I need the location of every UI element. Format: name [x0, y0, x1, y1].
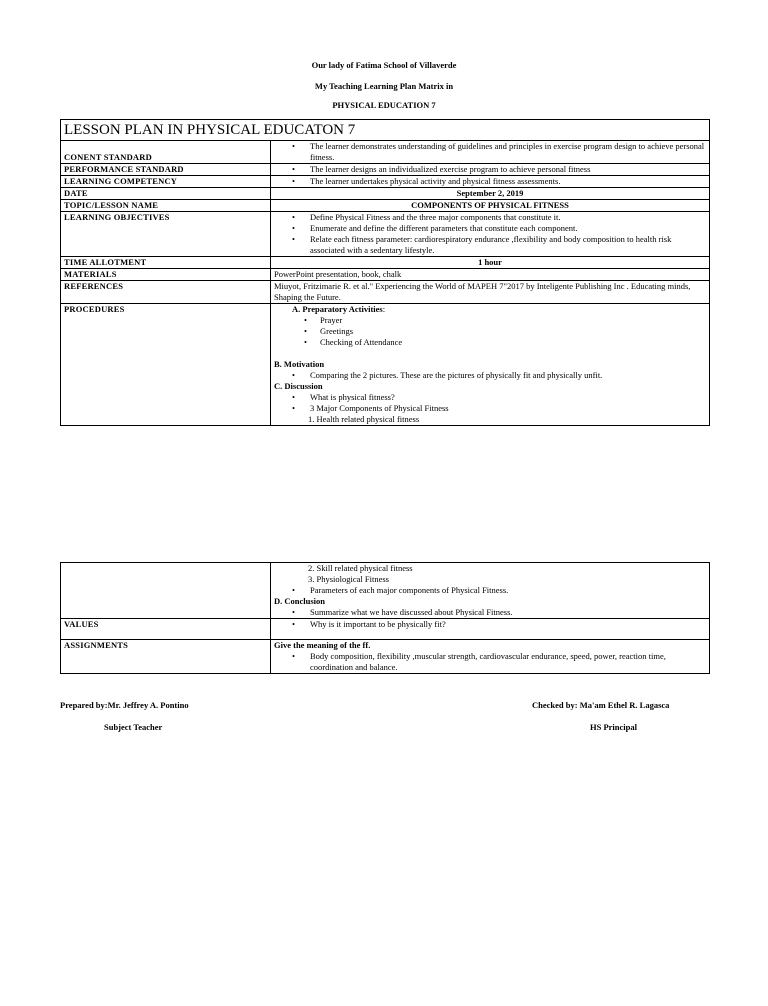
list-item: • Checking of Attendance [274, 337, 706, 348]
time-row [61, 257, 710, 269]
numbered-item: 2. Skill related physical fitness [308, 563, 413, 573]
learning-competency-label: LEARNING COMPETENCY [61, 176, 271, 188]
content-standard-label: CONENT STANDARD [61, 141, 271, 164]
references-value: Miuyot, Fritzimarie R. et al." Experiencing the World of MAPEH 7"2017 by Inteligente Publishing Inc . Educating minds, Shaping the Future. [271, 281, 710, 304]
list-item: • Define Physical Fitness and the three major components that constitute it. [274, 212, 706, 223]
checked-by: Checked by: Ma'am Ethel R. Lagasca [532, 700, 670, 710]
time-value: 1 hour [271, 257, 710, 269]
list-item: • Comparing the 2 pictures. These are the pictures of physically fit and physically unfit. [274, 370, 706, 381]
learning-competency-row [61, 176, 710, 188]
learning-competency-value [271, 176, 710, 188]
materials-row [61, 269, 710, 281]
assignments-value [271, 640, 710, 674]
list-item: • Parameters of each major components of Physical Fitness. [274, 585, 706, 596]
objectives-value [271, 212, 710, 257]
list-item: • Summarize what we have discussed about Physical Fitness. [274, 607, 706, 618]
materials-label: MATERIALS [61, 269, 271, 281]
performance-standard-row [61, 164, 710, 176]
list-item: • Relate each fitness parameter: cardiorespiratory endurance ,flexibility and body composition to health risk associated with a sedentary lifestyle. [274, 234, 706, 256]
checked-role: HS Principal [590, 722, 637, 732]
list-item: • Greetings [274, 326, 706, 337]
motivation-heading: B. Motivation [274, 359, 325, 369]
procedures-value [271, 304, 710, 426]
list-item: • The learner demonstrates understanding of guidelines and principles in exercise program design to achieve personal fitness. [274, 141, 706, 163]
preparatory-colon: : [382, 304, 386, 314]
list-item: • Body composition, flexibility ,muscular strength, cardiovascular endurance, speed, power, reaction time, coordination and balance. [274, 651, 706, 673]
subject-title: PHYSICAL EDUCATION 7 [332, 100, 436, 110]
preparatory-title: A. Preparatory Activities [292, 304, 383, 314]
performance-standard-value [271, 164, 710, 176]
materials-value: PowerPoint presentation, book, chalk [271, 269, 710, 281]
procedures-continued-value [271, 563, 710, 619]
values-label: VALUES [61, 619, 271, 640]
assignments-row [61, 640, 710, 674]
lesson-plan-table [60, 119, 710, 426]
topic-label: TOPIC/LESSON NAME [61, 200, 271, 212]
time-label: TIME ALLOTMENT [61, 257, 271, 269]
references-row [61, 281, 710, 304]
content-standard-row [61, 141, 710, 164]
topic-row [61, 200, 710, 212]
list-item: • The learner designs an individualized exercise program to achieve personal fitness [274, 164, 706, 175]
conclusion-heading: D. Conclusion [274, 596, 326, 606]
topic-value: COMPONENTS OF PHYSICAL FITNESS [271, 200, 710, 212]
lesson-plan-title: LESSON PLAN IN PHYSICAL EDUCATON 7 [61, 120, 710, 141]
prepared-by: Prepared by:Mr. Jeffrey A. Pontino [60, 700, 189, 710]
prepared-role: Subject Teacher [104, 722, 163, 732]
procedures-row [61, 304, 710, 426]
list-item: • Enumerate and define the different parameters that constitute each component. [274, 223, 706, 234]
performance-standard-label: PERFORMANCE STANDARD [61, 164, 271, 176]
values-value [271, 619, 710, 640]
preparatory-heading [274, 304, 706, 315]
empty-label-cell [61, 563, 271, 619]
list-item: • The learner undertakes physical activity and physical fitness assessments. [274, 176, 706, 187]
discussion-heading: C. Discussion [274, 381, 323, 391]
list-item: • 3 Major Components of Physical Fitness [274, 403, 706, 414]
numbered-item: 3. Physiological Fitness [308, 574, 389, 584]
list-item: • Why is it important to be physically fit? [274, 619, 706, 630]
date-row [61, 188, 710, 200]
date-label: DATE [61, 188, 271, 200]
title-row [61, 120, 710, 141]
objectives-label: LEARNING OBJECTIVES [61, 212, 271, 257]
content-standard-value [271, 141, 710, 164]
assignments-label: ASSIGNMENTS [61, 640, 271, 674]
procedures-label: PROCEDURES [61, 304, 271, 426]
procedures-continued-row [61, 563, 710, 619]
list-item: • What is physical fitness? [274, 392, 706, 403]
list-item: • Prayer [274, 315, 706, 326]
references-label: REFERENCES [61, 281, 271, 304]
plan-title: My Teaching Learning Plan Matrix in [314, 81, 454, 91]
values-row [61, 619, 710, 640]
lesson-plan-table-continued [60, 562, 710, 674]
school-name: Our lady of Fatima School of Villaverde [311, 60, 457, 70]
assignments-title: Give the meaning of the ff. [274, 640, 371, 650]
objectives-row [61, 212, 710, 257]
date-value: September 2, 2019 [271, 188, 710, 200]
numbered-item: 1. Health related physical fitness [308, 414, 420, 424]
